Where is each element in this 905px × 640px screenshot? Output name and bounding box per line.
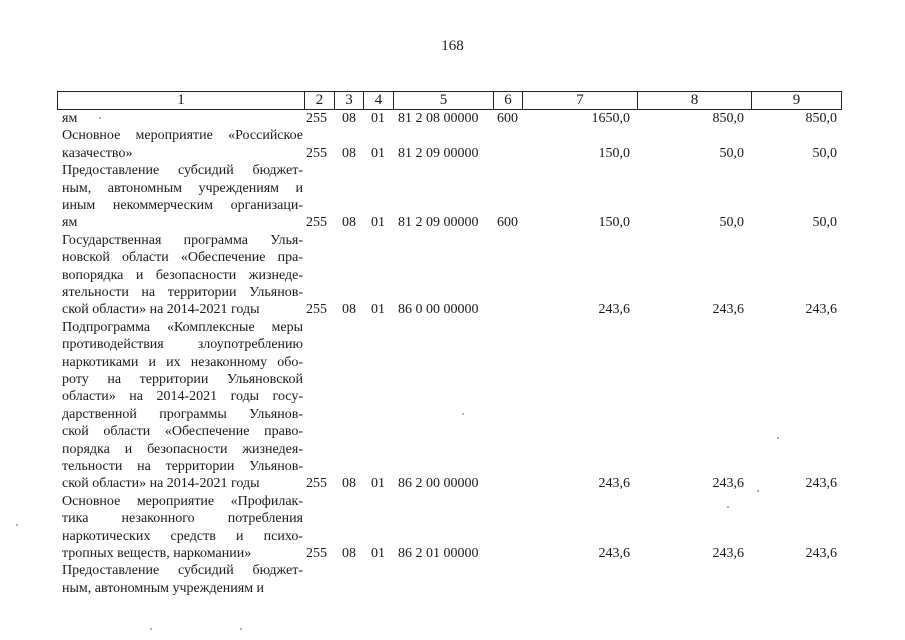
scan-speck xyxy=(727,506,729,508)
cell-col-8: 243,6 xyxy=(712,476,744,492)
row-description-line: казачество» xyxy=(62,145,133,161)
cell-col-5: 86 2 00 00000 xyxy=(398,476,479,492)
header-col-9: 9 xyxy=(751,92,841,109)
scan-speck xyxy=(757,490,759,492)
row-description-line: Предоставление субсидий бюджет- xyxy=(62,563,303,579)
cell-col-2: 255 xyxy=(306,111,327,126)
cell-col-7: 150,0 xyxy=(598,145,630,161)
header-col-2: 2 xyxy=(304,92,334,109)
cell-col-6: 600 xyxy=(497,215,518,231)
row-description-line: дарственной программы Ульянов- xyxy=(62,406,303,422)
cell-col-8: 243,6 xyxy=(712,546,744,561)
row-description-line: новской области «Обеспечение пра- xyxy=(62,250,303,266)
cell-col-2: 255 xyxy=(306,302,327,318)
cell-col-8: 50,0 xyxy=(719,145,744,161)
row-description-line: ям xyxy=(62,215,78,231)
row-description-line: тика незаконного потребления xyxy=(62,511,303,527)
row-description-line: вопорядка и безопасности жизнеде- xyxy=(62,267,303,283)
row-description-line: наркотических средств и психо- xyxy=(62,528,303,544)
row-description-line: ятельности на территории Ульянов- xyxy=(62,285,303,300)
cell-col-7: 243,6 xyxy=(598,476,630,492)
cell-col-5: 81 2 09 00000 xyxy=(398,145,479,161)
scan-speck xyxy=(462,413,464,415)
cell-col-3: 08 xyxy=(342,145,356,161)
row-description-line: наркотиками и их незаконному обо- xyxy=(62,354,303,370)
cell-col-9: 850,0 xyxy=(805,111,837,126)
cell-col-3: 08 xyxy=(342,546,356,561)
row-description-line: иным некоммерческим организаци- xyxy=(62,198,303,213)
cell-col-9: 50,0 xyxy=(812,145,837,161)
row-description-line: порядка и безопасности жизнедея- xyxy=(62,441,303,457)
row-description-line: ской области» на 2014-2021 годы xyxy=(62,476,260,492)
cell-col-4: 01 xyxy=(371,302,385,318)
row-description-line: тельности на территории Ульянов- xyxy=(62,459,303,474)
row-description-line: Основное мероприятие «Профилак- xyxy=(62,493,303,509)
row-description-line: ской области «Обеспечение право- xyxy=(62,424,303,440)
row-description-line: ным, автономным учреждениям и xyxy=(62,580,265,596)
cell-col-2: 255 xyxy=(306,476,327,492)
scan-speck xyxy=(99,117,101,119)
cell-col-3: 08 xyxy=(342,476,356,492)
cell-col-9: 243,6 xyxy=(805,476,837,492)
cell-col-3: 08 xyxy=(342,111,356,126)
header-col-4: 4 xyxy=(363,92,393,109)
row-description-line: тропных веществ, наркомании» xyxy=(62,546,252,561)
header-col-6: 6 xyxy=(493,92,522,109)
cell-col-3: 08 xyxy=(342,302,356,318)
header-col-8: 8 xyxy=(637,92,751,109)
row-description-line: противодействия злоупотреблению xyxy=(62,337,303,353)
cell-col-4: 01 xyxy=(371,145,385,161)
cell-col-5: 81 2 09 00000 xyxy=(398,215,479,231)
cell-col-8: 243,6 xyxy=(712,302,744,318)
header-col-1: 1 xyxy=(177,92,185,108)
row-description-line: Предоставление субсидий бюджет- xyxy=(62,163,303,179)
cell-col-5: 86 0 00 00000 xyxy=(398,302,479,318)
cell-col-8: 50,0 xyxy=(719,215,744,231)
cell-col-5: 86 2 01 00000 xyxy=(398,546,479,561)
cell-col-4: 01 xyxy=(371,111,385,126)
page-number: 168 xyxy=(441,38,464,54)
cell-col-7: 150,0 xyxy=(598,215,630,231)
cell-col-8: 850,0 xyxy=(712,111,744,126)
header-col-5: 5 xyxy=(393,92,493,109)
scan-speck xyxy=(777,437,779,439)
cell-col-6: 600 xyxy=(497,111,518,126)
cell-col-2: 255 xyxy=(306,546,327,561)
row-description-line: роту на территории Ульяновской xyxy=(62,372,303,387)
cell-col-9: 243,6 xyxy=(805,302,837,318)
cell-col-9: 243,6 xyxy=(805,546,837,561)
header-col-7: 7 xyxy=(522,92,637,109)
cell-col-3: 08 xyxy=(342,215,356,231)
row-description-line: Подпрограмма «Комплексные меры xyxy=(62,319,303,335)
header-col-3: 3 xyxy=(334,92,363,109)
row-description-line: Государственная программа Улья- xyxy=(62,232,303,248)
scan-speck xyxy=(240,628,242,630)
cell-col-4: 01 xyxy=(371,476,385,492)
cell-col-7: 243,6 xyxy=(598,546,630,561)
row-description-line: ям xyxy=(62,111,78,126)
cell-col-4: 01 xyxy=(371,546,385,561)
scan-speck xyxy=(16,524,18,526)
scan-speck xyxy=(150,628,152,630)
cell-col-2: 255 xyxy=(306,145,327,161)
table-header-row xyxy=(57,91,842,110)
cell-col-5: 81 2 08 00000 xyxy=(398,111,479,126)
row-description-line: Основное мероприятие «Российское xyxy=(62,128,303,144)
row-description-line: области» на 2014-2021 годы госу- xyxy=(62,389,303,405)
cell-col-9: 50,0 xyxy=(812,215,837,231)
cell-col-4: 01 xyxy=(371,215,385,231)
row-description-line: ской области» на 2014-2021 годы xyxy=(62,302,260,318)
cell-col-7: 243,6 xyxy=(598,302,630,318)
row-description-line: ным, автономным учреждениям и xyxy=(62,180,303,196)
cell-col-2: 255 xyxy=(306,215,327,231)
cell-col-7: 1650,0 xyxy=(591,111,630,126)
